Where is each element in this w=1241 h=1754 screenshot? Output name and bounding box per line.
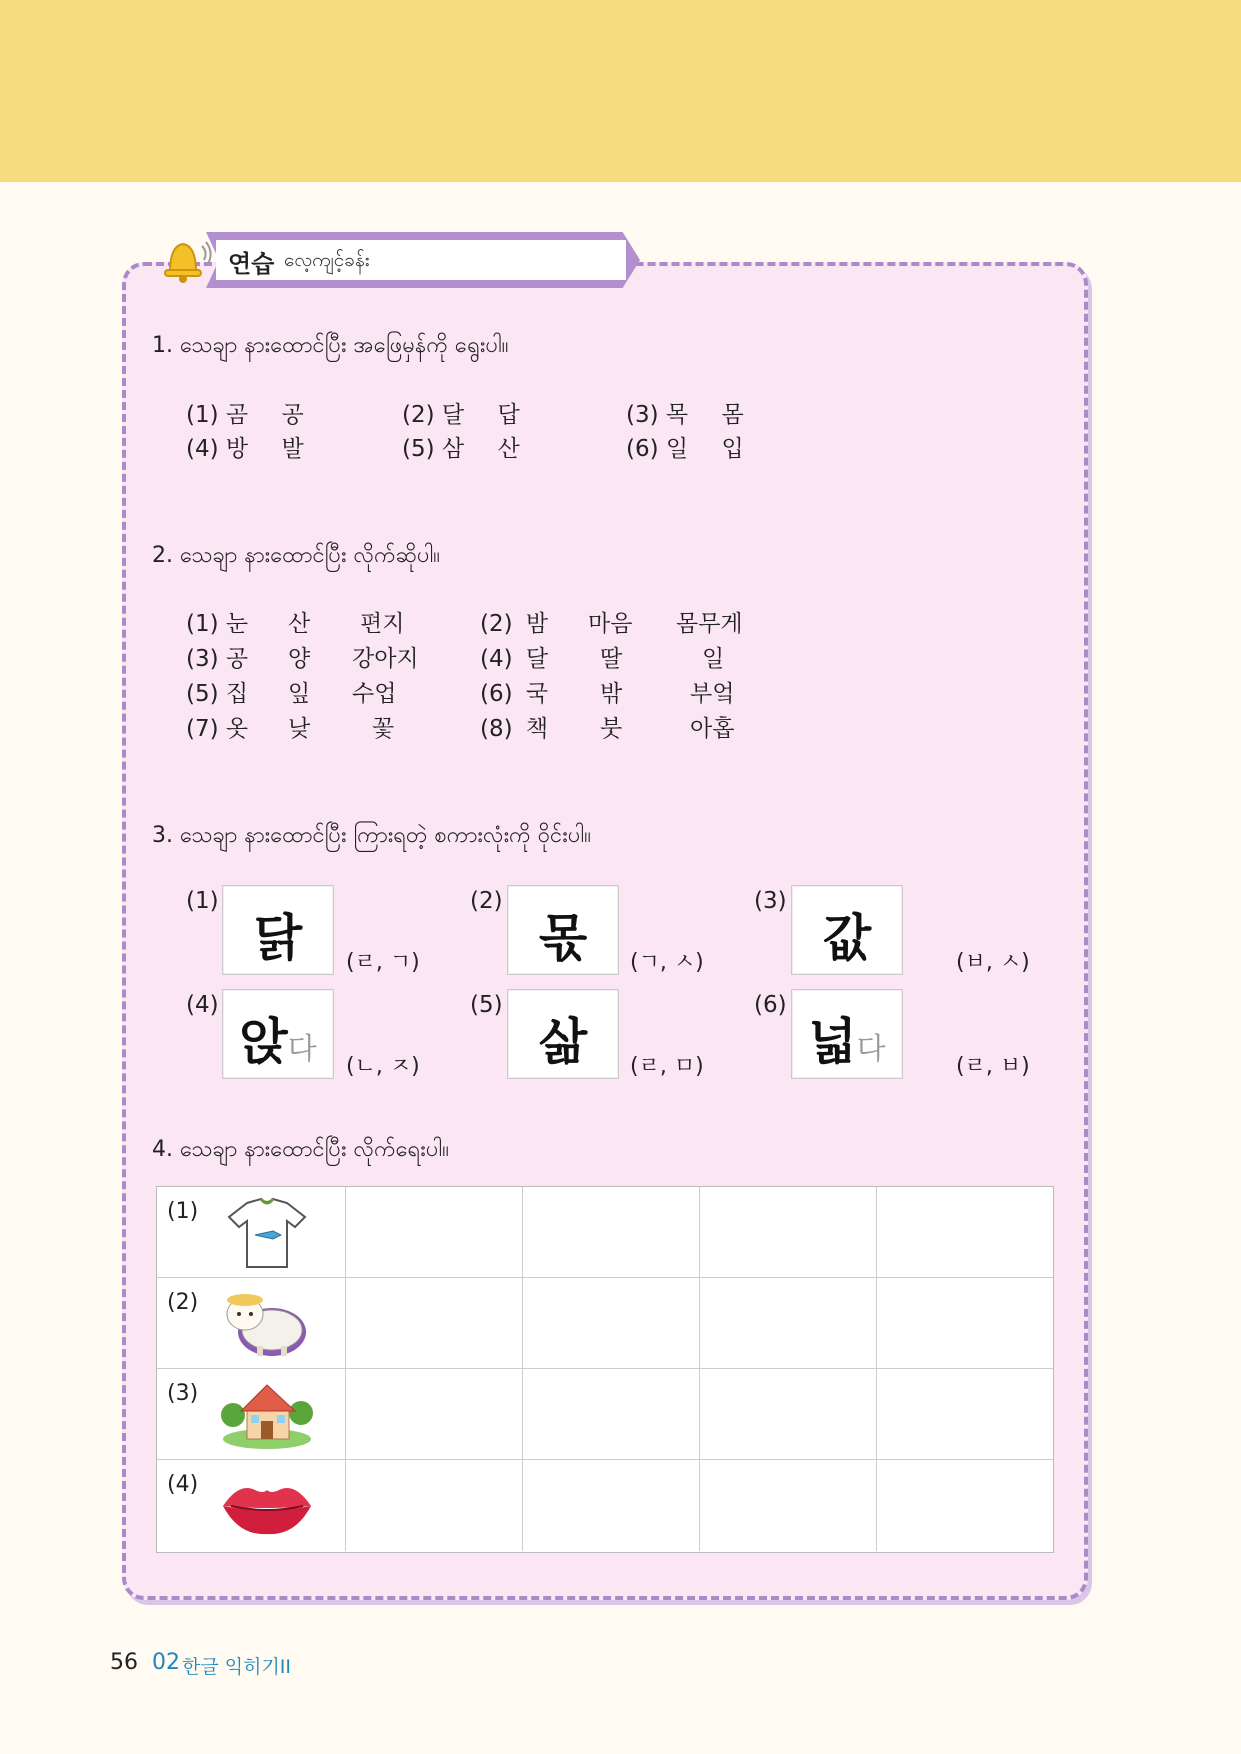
writing-cell[interactable] [346,1460,523,1551]
q2-word[interactable]: 잎 [288,681,311,707]
writing-cell[interactable] [877,1460,1053,1551]
page-number: 56 [110,1650,138,1675]
q2-item[interactable]: (4) 달 [480,646,549,672]
writing-cell[interactable] [523,1369,700,1460]
q1-item[interactable]: (3) 목 몸 [626,402,744,428]
q3-word-card[interactable]: 넓다 [791,989,903,1079]
question-2-prompt: 2. သေချာ နားထောင်ပြီး လိုက်ဆိုပါ။ [152,543,440,568]
ribbon-title: 연습 [228,250,275,278]
question-3-prompt: 3. သေချာ နားထောင်ပြီး ကြားရတဲ့ စကားလုံးကို ဝိုင်းပါ။ [152,823,591,848]
q3-number: (3) [754,888,787,914]
q2-word[interactable]: 부엌 [690,681,735,707]
q3-hint[interactable]: (ㄹ, ㄱ) [346,950,420,975]
q2-item[interactable]: (3) 공 [186,646,249,672]
q1-item[interactable]: (1) 곰 공 [186,402,304,428]
q2-item[interactable]: (1) 눈 [186,611,249,637]
writing-cell[interactable] [700,1278,877,1369]
writing-cell[interactable] [700,1369,877,1460]
q2-item[interactable]: (6) 국 [480,681,549,707]
q3-hint[interactable]: (ㄴ, ㅈ) [346,1054,420,1079]
q2-word[interactable]: 낮 [288,716,311,742]
writing-cell[interactable] [877,1187,1053,1278]
writing-cell[interactable] [523,1187,700,1278]
grid-row [157,1369,1053,1460]
q2-item[interactable]: (7) 옷 [186,716,249,742]
row-label: (3) [167,1381,199,1406]
q3-number: (6) [754,992,787,1018]
writing-cell[interactable] [346,1369,523,1460]
q3-word-card[interactable]: 닭 [222,885,334,975]
chapter-number: 02 [152,1650,180,1675]
q2-word[interactable]: 강아지 [352,646,419,672]
writing-cell[interactable] [877,1369,1053,1460]
picture-cell [157,1187,346,1278]
q3-word-card[interactable]: 몫 [507,885,619,975]
q2-word[interactable]: 밖 [600,681,623,707]
q2-word[interactable]: 편지 [360,611,405,637]
q2-word[interactable]: 붓 [600,716,623,742]
q3-number: (4) [186,992,219,1018]
q1-item[interactable]: (6) 일 입 [626,436,744,462]
chapter-title: 한글 익히기II [182,1656,292,1678]
q2-word[interactable]: 딸 [600,646,623,672]
picture-cell [157,1278,346,1369]
q2-word[interactable]: 산 [288,611,311,637]
writing-cell[interactable] [346,1187,523,1278]
row-label: (1) [167,1199,199,1224]
q2-word[interactable]: 일 [702,646,725,672]
writing-cell[interactable] [877,1278,1053,1369]
question-1-prompt: 1. သေချာ နားထောင်ပြီး အဖြေမှန်ကို ရွေးပါ။ [152,333,509,358]
t-shirt-icon [217,1195,317,1271]
sheep-icon [217,1286,317,1362]
q2-item[interactable]: (2) 밤 [480,611,549,637]
q2-word[interactable]: 마음 [588,611,633,637]
q3-word-card[interactable]: 값 [791,885,903,975]
writing-grid [156,1186,1054,1553]
q3-number: (1) [186,888,219,914]
q3-hint[interactable]: (ㄹ, ㅂ) [956,1054,1030,1079]
writing-cell[interactable] [700,1460,877,1551]
q3-number: (2) [470,888,503,914]
q3-word-card[interactable]: 앉다 [222,989,334,1079]
ribbon-subtitle: လေ့ကျင့်ခန်း [284,249,370,271]
q2-word[interactable]: 몸무게 [676,611,743,637]
q3-hint[interactable]: (ㄹ, ㅁ) [630,1054,704,1079]
q2-word[interactable]: 꽃 [372,716,395,742]
q3-number: (5) [470,992,503,1018]
house-icon [217,1377,317,1453]
q2-item[interactable]: (8) 책 [480,716,549,742]
grid-row [157,1278,1053,1369]
q2-word[interactable]: 수업 [352,681,397,707]
section-ribbon [206,232,640,288]
writing-cell[interactable] [523,1278,700,1369]
q2-word[interactable]: 양 [288,646,311,672]
q3-hint[interactable]: (ㄱ, ㅅ) [630,950,704,975]
q2-item[interactable]: (5) 집 [186,681,249,707]
q2-word[interactable]: 아홉 [690,716,735,742]
q1-item[interactable]: (2) 달 답 [402,402,520,428]
lips-icon [217,1468,317,1544]
question-4-prompt: 4. သေချာ နားထောင်ပြီး လိုက်ရေးပါ။ [152,1137,449,1162]
picture-cell [157,1369,346,1460]
picture-cell [157,1460,346,1551]
grid-row [157,1187,1053,1278]
writing-cell[interactable] [346,1278,523,1369]
writing-cell[interactable] [700,1187,877,1278]
q3-hint[interactable]: (ㅂ, ㅅ) [956,950,1030,975]
row-label: (2) [167,1290,199,1315]
header-band [0,0,1241,182]
writing-cell[interactable] [523,1460,700,1551]
q1-item[interactable]: (5) 삼 산 [402,436,520,462]
grid-row [157,1460,1053,1551]
q1-item[interactable]: (4) 방 발 [186,436,304,462]
q3-word-card[interactable]: 삶 [507,989,619,1079]
row-label: (4) [167,1472,199,1497]
